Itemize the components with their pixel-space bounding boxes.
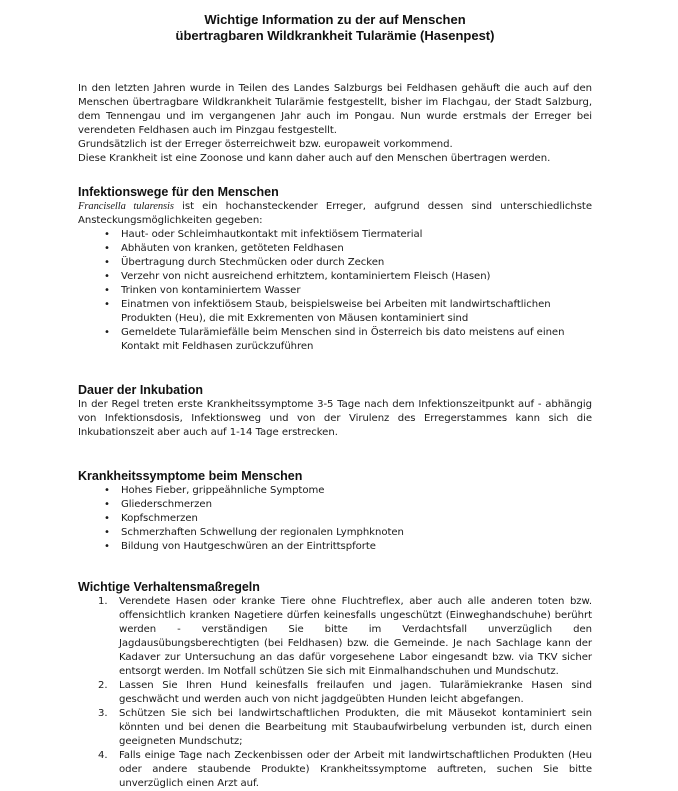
intro-paragraph-2: Grundsätzlich ist der Erreger österreichweit bzw. europaweit vorkommend. [78,139,453,150]
list-item [98,595,592,679]
item-number: 3. [98,708,108,719]
list-item: • Haut- oder Schleimhautkontakt mit infektiösem Tiermaterial [104,228,592,242]
intro-section [78,82,592,166]
incubation-heading: Dauer der Inkubation [78,383,204,397]
infection-lead [78,200,592,228]
item-text: Verendete Hasen oder kranke Tiere ohne Fluchtreflex, aber auch alle anderen toten bzw. offensichtlich kranken Nagetiere dürfen keinesfalls ungeschützt (Einweghandschuhe) berührt werden - verständigen Sie bitte im Verdachtsfall unverzüglich den Jagdausübungsberechtigten (bei Feldhasen) bzw. die Gemeinde. Je nach Sachlage kann der Kadaver zur Untersuchung an das dafür vorgesehene Labor eingesandt bzw. via TKV sicher entsorgt werden. Im Notfall schützen Sie sich mit Einmalhandschuhen und Mundschutz. [119,596,592,677]
symptoms-heading: Krankheitssymptome beim Menschen [78,469,303,483]
symptoms-section [78,469,592,554]
title-line-2: übertragbaren Wildkrankheit Tularämie (Hasenpest) [175,28,495,43]
list-item: • Kopfschmerzen [104,512,592,526]
title-line-1: Wichtige Information zu der auf Menschen [204,12,466,27]
item-number: 4. [98,750,108,761]
item-text: Schützen Sie sich bei landwirtschaftlichen Produkten, die mit Mäusekot kontaminiert sein könnten und bei denen die Bearbeitung mit Staubaufwirbelung verbunden ist, durch einen geeigneten Mundschutz; [119,708,592,747]
infection-list [78,228,592,354]
list-item [98,679,592,707]
species-name: Francisella tularensis [78,201,174,212]
list-item: • Abhäuten von kranken, getöteten Feldhasen [104,242,592,256]
infection-lead-text: ist ein hochansteckender Erreger, aufgrund dessen sind unterschiedlichste Ansteckungsmöglichkeiten gegeben: [78,201,592,226]
list-item [98,707,592,749]
list-item: • Schmerzhaften Schwellung der regionalen Lymphknoten [104,526,592,540]
item-text: Lassen Sie Ihren Hund keinesfalls freilaufen und jagen. Tularämiekranke Hasen sind geschwächt und werden auch von nicht jagdgeübten Hunden leicht abgefangen. [119,680,592,705]
incubation-section [78,383,592,440]
document-title [78,12,592,44]
intro-paragraph-3: Diese Krankheit ist eine Zoonose und kann daher auch auf den Menschen übertragen werden. [78,153,551,164]
infection-section [78,185,592,354]
behaviour-list [78,595,592,791]
list-item: • Gliederschmerzen [104,498,592,512]
list-item: • Übertragung durch Stechmücken oder durch Zecken [104,256,592,270]
item-text: Falls einige Tage nach Zeckenbissen oder der Arbeit mit landwirtschaftlichen Produkten (Heu oder andere staubende Produkte) Krankheitssymptome auftreten, suchen Sie bitte unverzüglich einen Arzt auf. [119,750,592,789]
list-item: • Hohes Fieber, grippeähnliche Symptome [104,484,592,498]
incubation-text: In der Regel treten erste Krankheitssymptome 3-5 Tage nach dem Infektionszeitpunkt auf - abhängig von Infektionsdosis, Infektionsweg und von der Virulenz des Erregerstammes kann sich die Inkubationszeit aber auch auf 1-14 Tage erstrecken. [78,399,592,438]
list-item: • Verzehr von nicht ausreichend erhitztem, kontaminiertem Fleisch (Hasen) [104,270,592,284]
list-item: • Bildung von Hautgeschwüren an der Eintrittspforte [104,540,592,554]
item-number: 1. [98,596,108,607]
infection-heading: Infektionswege für den Menschen [78,185,279,199]
list-item: • Gemeldete Tularämiefälle beim Menschen sind in Österreich bis dato meistens auf einen Kontakt mit Feldhasen zurückzuführen [104,326,592,354]
intro-paragraph-1: In den letzten Jahren wurde in Teilen des Landes Salzburgs bei Feldhasen gehäuft die auch auf den Menschen übertragbare Wildkrankheit Tularämie festgestellt, bisher im Flachgau, der Stadt Salzburg, dem Tennengau und im vergangenen Jahr auch im Pongau. Nun wurde erstmals der Erreger bei verendeten Feldhasen auch im Pinzgau festgestellt. [78,83,592,136]
symptoms-list [78,484,592,554]
list-item: • Trinken von kontaminiertem Wasser [104,284,592,298]
item-number: 2. [98,680,108,691]
behaviour-heading: Wichtige Verhaltensmaßregeln [78,580,260,594]
list-item: • Einatmen von infektiösem Staub, beispielsweise bei Arbeiten mit landwirtschaftlichen Produkten (Heu), die mit Exkrementen von Mäusen kontaminiert sind [104,298,592,326]
behaviour-section [78,580,592,791]
